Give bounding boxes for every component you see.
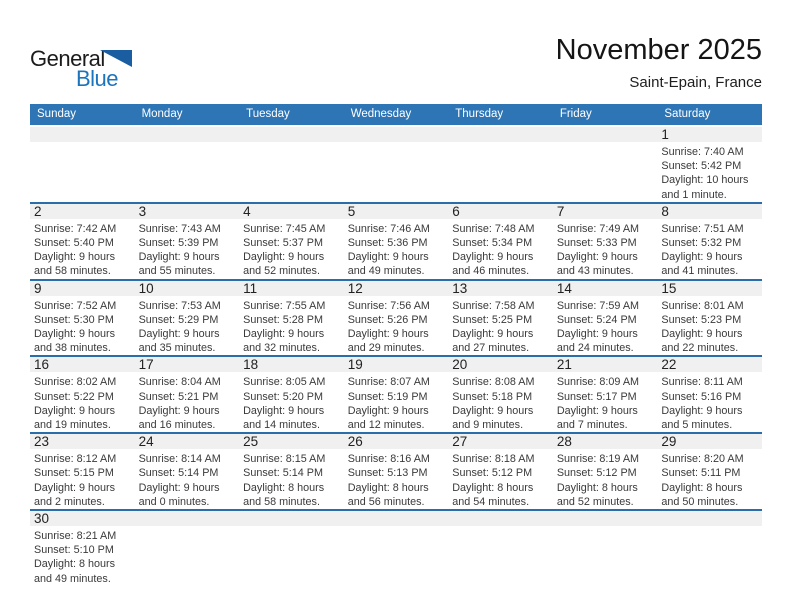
day-details bbox=[344, 142, 449, 145]
calendar-cell-day-3 bbox=[135, 204, 240, 279]
day-details bbox=[30, 142, 135, 145]
detail-line: Daylight: 9 hours bbox=[452, 328, 534, 341]
detail-line: and 5 minutes. bbox=[661, 419, 733, 432]
detail-line: Sunrise: 8:19 AM bbox=[556, 453, 640, 466]
detail-line: Daylight: 8 hours bbox=[243, 481, 325, 494]
detail-line: Sunrise: 8:18 AM bbox=[452, 453, 535, 466]
detail-line: Sunset: 5:22 PM bbox=[34, 390, 114, 403]
day-number: 6 bbox=[448, 204, 553, 219]
detail-line: and 41 minutes. bbox=[661, 265, 739, 278]
day-details bbox=[448, 449, 553, 509]
detail-line: Sunset: 5:40 PM bbox=[34, 237, 114, 250]
detail-line: Daylight: 9 hours bbox=[138, 328, 220, 341]
detail-line: Sunset: 5:37 PM bbox=[243, 237, 323, 250]
calendar-cell-day-9 bbox=[30, 281, 135, 356]
detail-line: and 7 minutes. bbox=[556, 419, 628, 432]
detail-line: Daylight: 9 hours bbox=[243, 404, 325, 417]
detail-line: Sunrise: 8:21 AM bbox=[34, 530, 117, 543]
detail-line: and 16 minutes. bbox=[138, 419, 216, 432]
calendar-cell-day-16 bbox=[30, 357, 135, 432]
day-number: 25 bbox=[239, 434, 344, 449]
detail-line: Sunrise: 7:48 AM bbox=[452, 222, 535, 235]
day-number: 7 bbox=[553, 204, 658, 219]
detail-line: Daylight: 9 hours bbox=[347, 251, 429, 264]
day-details bbox=[30, 449, 135, 509]
detail-line: Sunrise: 8:04 AM bbox=[138, 376, 221, 389]
day-number: 14 bbox=[553, 281, 658, 296]
day-number: 12 bbox=[344, 281, 449, 296]
day-details bbox=[553, 526, 658, 529]
day-number: 19 bbox=[344, 357, 449, 372]
calendar-cell-day-25 bbox=[239, 434, 344, 509]
detail-line: Sunset: 5:36 PM bbox=[347, 237, 428, 250]
day-number: 20 bbox=[448, 357, 553, 372]
detail-line: Sunset: 5:28 PM bbox=[243, 313, 323, 326]
detail-line: Sunrise: 7:45 AM bbox=[243, 222, 326, 235]
detail-line: Sunset: 5:18 PM bbox=[452, 390, 533, 403]
day-number bbox=[657, 511, 762, 526]
detail-line: Sunset: 5:16 PM bbox=[661, 390, 742, 403]
day-details bbox=[448, 372, 553, 432]
detail-line: Sunrise: 8:05 AM bbox=[243, 376, 326, 389]
detail-line: and 35 minutes. bbox=[138, 342, 216, 355]
weekday-label-thursday: Thursday bbox=[455, 108, 504, 120]
day-number: 30 bbox=[30, 511, 135, 526]
calendar-cell-day-13 bbox=[448, 281, 553, 356]
detail-line: and 24 minutes. bbox=[556, 342, 634, 355]
day-details bbox=[448, 526, 553, 529]
day-details bbox=[344, 372, 449, 432]
day-details bbox=[553, 219, 658, 279]
calendar-cell-day-1 bbox=[657, 127, 762, 202]
detail-line: and 19 minutes. bbox=[34, 419, 111, 432]
detail-line: Sunrise: 8:12 AM bbox=[34, 453, 117, 466]
detail-line: Sunset: 5:20 PM bbox=[243, 390, 323, 403]
detail-line: Sunset: 5:15 PM bbox=[34, 467, 114, 480]
calendar-cell-day-28 bbox=[553, 434, 658, 509]
day-number bbox=[344, 127, 449, 142]
detail-line: Sunset: 5:12 PM bbox=[556, 467, 637, 480]
day-number bbox=[553, 511, 658, 526]
calendar-cell-day-11 bbox=[239, 281, 344, 356]
day-number: 4 bbox=[239, 204, 344, 219]
detail-line: Sunrise: 7:40 AM bbox=[661, 146, 744, 158]
detail-line: Sunset: 5:32 PM bbox=[661, 237, 742, 250]
calendar-week-row bbox=[30, 204, 762, 281]
detail-line: and 46 minutes. bbox=[452, 265, 530, 278]
day-details bbox=[30, 219, 135, 279]
logo-text-general: General bbox=[30, 46, 105, 71]
detail-line: and 22 minutes. bbox=[661, 342, 739, 355]
detail-line: Daylight: 9 hours bbox=[138, 404, 220, 417]
detail-line: Sunset: 5:21 PM bbox=[138, 390, 219, 403]
day-details bbox=[239, 526, 344, 529]
calendar-cell-day-27 bbox=[448, 434, 553, 509]
detail-line: Sunset: 5:24 PM bbox=[556, 313, 637, 326]
day-number: 18 bbox=[239, 357, 344, 372]
calendar-cell-day-21 bbox=[553, 357, 658, 432]
detail-line: Sunrise: 8:14 AM bbox=[138, 453, 221, 466]
detail-line: Daylight: 10 hours bbox=[661, 174, 749, 187]
day-number: 23 bbox=[30, 434, 135, 449]
weekday-label-friday: Friday bbox=[559, 108, 592, 120]
day-number: 15 bbox=[657, 281, 762, 296]
calendar-cell-empty bbox=[135, 127, 240, 202]
detail-line: Daylight: 9 hours bbox=[347, 328, 429, 341]
detail-line: Sunset: 5:29 PM bbox=[138, 313, 219, 326]
day-number bbox=[448, 127, 553, 142]
day-number: 26 bbox=[344, 434, 449, 449]
day-details bbox=[239, 449, 344, 509]
detail-line: Daylight: 9 hours bbox=[34, 328, 116, 341]
calendar-cell-day-29 bbox=[657, 434, 762, 509]
day-number: 5 bbox=[344, 204, 449, 219]
detail-line: Sunrise: 7:49 AM bbox=[556, 222, 640, 235]
detail-line: Sunset: 5:13 PM bbox=[347, 467, 428, 480]
calendar-cell-empty bbox=[448, 511, 553, 586]
title-block bbox=[556, 34, 762, 91]
weekday-label-saturday: Saturday bbox=[664, 108, 711, 120]
day-number bbox=[239, 127, 344, 142]
detail-line: Sunrise: 8:09 AM bbox=[556, 376, 640, 389]
detail-line: Daylight: 9 hours bbox=[452, 251, 534, 264]
calendar-cell-day-17 bbox=[135, 357, 240, 432]
detail-line: Sunset: 5:34 PM bbox=[452, 237, 533, 250]
calendar-cell-day-7 bbox=[553, 204, 658, 279]
detail-line: Daylight: 9 hours bbox=[34, 404, 116, 417]
day-details bbox=[239, 142, 344, 145]
detail-line: and 29 minutes. bbox=[347, 342, 425, 355]
calendar-cell-day-12 bbox=[344, 281, 449, 356]
calendar-cell-day-24 bbox=[135, 434, 240, 509]
detail-line: Sunset: 5:33 PM bbox=[556, 237, 637, 250]
detail-line: and 12 minutes. bbox=[347, 419, 425, 432]
calendar-cell-empty bbox=[448, 127, 553, 202]
day-number bbox=[553, 127, 658, 142]
calendar-cell-day-10 bbox=[135, 281, 240, 356]
detail-line: Daylight: 9 hours bbox=[556, 404, 638, 417]
detail-line: Daylight: 9 hours bbox=[34, 251, 116, 264]
detail-line: and 52 minutes. bbox=[556, 495, 634, 508]
detail-line: Daylight: 9 hours bbox=[661, 404, 743, 417]
day-details bbox=[657, 296, 762, 356]
detail-line: Sunrise: 7:42 AM bbox=[34, 222, 117, 235]
detail-line: and 49 minutes. bbox=[34, 572, 111, 585]
day-details bbox=[344, 296, 449, 356]
calendar-cell-day-19 bbox=[344, 357, 449, 432]
detail-line: Sunrise: 7:46 AM bbox=[347, 222, 430, 235]
day-details bbox=[135, 219, 240, 279]
day-number: 9 bbox=[30, 281, 135, 296]
detail-line: Sunset: 5:30 PM bbox=[34, 313, 114, 326]
day-details bbox=[30, 372, 135, 432]
detail-line: Daylight: 8 hours bbox=[347, 481, 429, 494]
detail-line: Daylight: 9 hours bbox=[452, 404, 534, 417]
day-details bbox=[657, 142, 762, 202]
detail-line: and 55 minutes. bbox=[138, 265, 216, 278]
detail-line: Sunrise: 8:01 AM bbox=[661, 299, 744, 312]
detail-line: Sunrise: 7:56 AM bbox=[347, 299, 430, 312]
calendar-week-row bbox=[30, 511, 762, 586]
day-number: 16 bbox=[30, 357, 135, 372]
day-details bbox=[239, 219, 344, 279]
calendar-cell-day-18 bbox=[239, 357, 344, 432]
calendar-cell-empty bbox=[135, 511, 240, 586]
detail-line: Daylight: 8 hours bbox=[34, 558, 116, 571]
day-details bbox=[448, 296, 553, 356]
day-number bbox=[448, 511, 553, 526]
detail-line: Sunrise: 8:15 AM bbox=[243, 453, 326, 466]
day-details bbox=[657, 526, 762, 529]
calendar-week-row bbox=[30, 434, 762, 511]
calendar-cell-empty bbox=[30, 127, 135, 202]
day-number: 13 bbox=[448, 281, 553, 296]
detail-line: Daylight: 8 hours bbox=[556, 481, 638, 494]
weekday-label-tuesday: Tuesday bbox=[246, 108, 290, 120]
day-details bbox=[135, 449, 240, 509]
detail-line: Sunrise: 7:51 AM bbox=[661, 222, 744, 235]
detail-line: Daylight: 9 hours bbox=[138, 251, 220, 264]
calendar-cell-day-30 bbox=[30, 511, 135, 586]
calendar-cell-day-14 bbox=[553, 281, 658, 356]
detail-line: Daylight: 9 hours bbox=[243, 328, 325, 341]
detail-line: Sunrise: 7:58 AM bbox=[452, 299, 535, 312]
detail-line: Sunrise: 8:20 AM bbox=[661, 453, 744, 466]
detail-line: Daylight: 9 hours bbox=[556, 328, 638, 341]
calendar-cell-empty bbox=[344, 127, 449, 202]
detail-line: Daylight: 8 hours bbox=[452, 481, 534, 494]
detail-line: and 52 minutes. bbox=[243, 265, 320, 278]
detail-line: Sunset: 5:14 PM bbox=[243, 467, 323, 480]
day-details bbox=[657, 449, 762, 509]
day-details bbox=[135, 296, 240, 356]
detail-line: Daylight: 9 hours bbox=[661, 251, 743, 264]
calendar-cell-day-6 bbox=[448, 204, 553, 279]
day-number: 10 bbox=[135, 281, 240, 296]
detail-line: Sunset: 5:26 PM bbox=[347, 313, 428, 326]
detail-line: Sunset: 5:14 PM bbox=[138, 467, 219, 480]
calendar-cell-empty bbox=[553, 511, 658, 586]
detail-line: Sunrise: 7:53 AM bbox=[138, 299, 221, 312]
calendar-cell-day-5 bbox=[344, 204, 449, 279]
month-title: November 2025 bbox=[555, 34, 762, 66]
day-number bbox=[30, 127, 135, 142]
calendar-cell-empty bbox=[553, 127, 658, 202]
day-number bbox=[344, 511, 449, 526]
detail-line: Daylight: 9 hours bbox=[243, 251, 325, 264]
day-number: 28 bbox=[553, 434, 658, 449]
detail-line: Sunset: 5:25 PM bbox=[452, 313, 533, 326]
detail-line: and 49 minutes. bbox=[347, 265, 425, 278]
detail-line: and 32 minutes. bbox=[243, 342, 320, 355]
detail-line: Daylight: 9 hours bbox=[347, 404, 429, 417]
detail-line: Sunset: 5:23 PM bbox=[661, 313, 742, 326]
detail-line: Sunrise: 8:11 AM bbox=[661, 376, 743, 389]
day-details bbox=[553, 296, 658, 356]
calendar-cell-day-26 bbox=[344, 434, 449, 509]
calendar-grid bbox=[30, 127, 762, 586]
detail-line: Sunrise: 8:07 AM bbox=[347, 376, 430, 389]
calendar-cell-empty bbox=[657, 511, 762, 586]
calendar-cell-empty bbox=[344, 511, 449, 586]
weekday-label-sunday: Sunday bbox=[37, 108, 77, 120]
detail-line: Sunrise: 7:55 AM bbox=[243, 299, 326, 312]
day-number: 1 bbox=[657, 127, 762, 142]
day-number: 8 bbox=[657, 204, 762, 219]
detail-line: Sunset: 5:10 PM bbox=[34, 544, 114, 557]
weekday-header-row bbox=[30, 104, 762, 125]
day-details bbox=[553, 142, 658, 145]
day-number: 2 bbox=[30, 204, 135, 219]
day-details bbox=[344, 526, 449, 529]
day-details bbox=[30, 296, 135, 356]
detail-line: Daylight: 8 hours bbox=[661, 481, 743, 494]
day-details bbox=[30, 526, 135, 586]
detail-line: Sunrise: 8:02 AM bbox=[34, 376, 117, 389]
detail-line: Sunrise: 8:16 AM bbox=[347, 453, 430, 466]
general-blue-logo bbox=[30, 44, 140, 92]
calendar-cell-day-23 bbox=[30, 434, 135, 509]
day-details bbox=[344, 449, 449, 509]
detail-line: Sunset: 5:17 PM bbox=[556, 390, 637, 403]
calendar-cell-empty bbox=[239, 511, 344, 586]
day-number: 29 bbox=[657, 434, 762, 449]
day-number bbox=[135, 511, 240, 526]
day-details bbox=[448, 142, 553, 145]
calendar-week-row bbox=[30, 127, 762, 204]
day-number: 3 bbox=[135, 204, 240, 219]
day-details bbox=[135, 142, 240, 145]
day-details bbox=[135, 526, 240, 529]
detail-line: Sunrise: 7:59 AM bbox=[556, 299, 640, 312]
detail-line: and 56 minutes. bbox=[347, 495, 425, 508]
day-number: 24 bbox=[135, 434, 240, 449]
detail-line: Sunrise: 8:08 AM bbox=[452, 376, 535, 389]
detail-line: Sunrise: 7:52 AM bbox=[34, 299, 117, 312]
detail-line: and 0 minutes. bbox=[138, 495, 210, 508]
detail-line: and 54 minutes. bbox=[452, 495, 530, 508]
detail-line: and 14 minutes. bbox=[243, 419, 320, 432]
detail-line: Daylight: 9 hours bbox=[138, 481, 220, 494]
calendar-cell-day-15 bbox=[657, 281, 762, 356]
calendar-cell-day-20 bbox=[448, 357, 553, 432]
calendar-cell-day-2 bbox=[30, 204, 135, 279]
detail-line: and 9 minutes. bbox=[452, 419, 524, 432]
detail-line: Sunset: 5:42 PM bbox=[661, 160, 742, 173]
day-number bbox=[135, 127, 240, 142]
day-details bbox=[553, 372, 658, 432]
weekday-label-wednesday: Wednesday bbox=[350, 108, 412, 120]
weekday-label-monday: Monday bbox=[141, 108, 183, 120]
day-details bbox=[344, 219, 449, 279]
detail-line: and 2 minutes. bbox=[34, 495, 105, 508]
calendar-cell-empty bbox=[239, 127, 344, 202]
day-details bbox=[657, 219, 762, 279]
day-details bbox=[657, 372, 762, 432]
detail-line: and 58 minutes. bbox=[243, 495, 320, 508]
day-details bbox=[135, 372, 240, 432]
day-number: 11 bbox=[239, 281, 344, 296]
detail-line: Daylight: 9 hours bbox=[34, 481, 116, 494]
detail-line: Sunset: 5:12 PM bbox=[452, 467, 533, 480]
detail-line: Sunset: 5:11 PM bbox=[661, 467, 741, 480]
calendar-cell-day-4 bbox=[239, 204, 344, 279]
detail-line: Daylight: 9 hours bbox=[661, 328, 743, 341]
day-details bbox=[553, 449, 658, 509]
location-subtitle: Saint-Epain, France bbox=[629, 74, 762, 91]
calendar-cell-day-22 bbox=[657, 357, 762, 432]
detail-line: and 38 minutes. bbox=[34, 342, 111, 355]
day-number bbox=[239, 511, 344, 526]
day-details bbox=[448, 219, 553, 279]
day-number: 17 bbox=[135, 357, 240, 372]
logo-triangle-icon bbox=[100, 50, 132, 67]
detail-line: Sunrise: 7:43 AM bbox=[138, 222, 221, 235]
day-number: 22 bbox=[657, 357, 762, 372]
detail-line: Daylight: 9 hours bbox=[556, 251, 638, 264]
calendar-week-row bbox=[30, 357, 762, 434]
calendar bbox=[30, 104, 762, 586]
day-number: 27 bbox=[448, 434, 553, 449]
calendar-week-row bbox=[30, 281, 762, 358]
day-details bbox=[239, 372, 344, 432]
detail-line: Sunset: 5:39 PM bbox=[138, 237, 219, 250]
detail-line: and 43 minutes. bbox=[556, 265, 634, 278]
logo-text-blue: Blue bbox=[76, 66, 119, 91]
day-details bbox=[239, 296, 344, 356]
detail-line: and 58 minutes. bbox=[34, 265, 111, 278]
calendar-cell-day-8 bbox=[657, 204, 762, 279]
detail-line: and 27 minutes. bbox=[452, 342, 530, 355]
detail-line: and 50 minutes. bbox=[661, 495, 739, 508]
detail-line: Sunset: 5:19 PM bbox=[347, 390, 428, 403]
day-number: 21 bbox=[553, 357, 658, 372]
detail-line: and 1 minute. bbox=[661, 188, 727, 201]
